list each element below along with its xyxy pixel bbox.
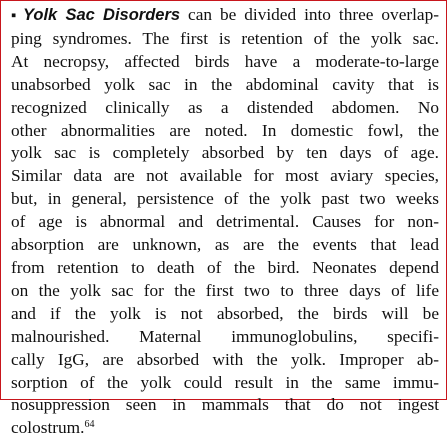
text-line-11: absorption are unknown, as are the events that lead (11, 235, 439, 255)
text-line-19 (11, 417, 439, 440)
yolk-sac-paragraph (11, 4, 439, 440)
text-line-4: unabsorbed yolk sac in the abdominal cavity that is (11, 74, 439, 94)
text-line-16: cally IgG, are absorbed with the yolk. Improper ab- (11, 349, 439, 369)
text-line-2: ping syndromes. The first is retention of the yolk sac. (11, 28, 439, 48)
text-line-10: of age is abnormal and detrimental. Causes for non- (11, 212, 439, 232)
text-line-5: recognized clinically as a distended abdomen. No (11, 97, 439, 117)
line-text: can be divided into three overlap- (180, 5, 439, 24)
text-line-7: yolk sac is completely absorbed by ten days of age. (11, 143, 439, 163)
text-line-18: nosuppression seen in mammals that do not ingest (11, 395, 439, 415)
text-line-14: and if the yolk is not absorbed, the birds will be (11, 303, 439, 323)
section-term: Yolk Sac Disorders (23, 6, 181, 24)
text-line-6: other abnormalities are noted. In domestic fowl, the (11, 120, 439, 140)
bullet-marker: ▪ (11, 8, 17, 24)
text-line-8: Similar data are not available for most aviary species, (11, 166, 439, 186)
text-line-9: but, in general, persistence of the yolk past two weeks (11, 189, 439, 209)
reference-number: 64 (84, 419, 95, 431)
line-text: colostrum. (11, 418, 85, 438)
text-line-12: from retention to death of the bird. Neonates depend (11, 257, 439, 277)
text-line-15: malnourished. Maternal immunoglobulins, specifi- (11, 326, 439, 346)
text-line-3: At necropsy, affected birds have a moderate-to-large (11, 51, 439, 71)
text-line-1 (11, 4, 439, 28)
text-line-13: on the yolk sac for the first two to three days of life (11, 280, 439, 300)
text-line-17: sorption of the yolk could result in the same immu- (11, 372, 439, 392)
